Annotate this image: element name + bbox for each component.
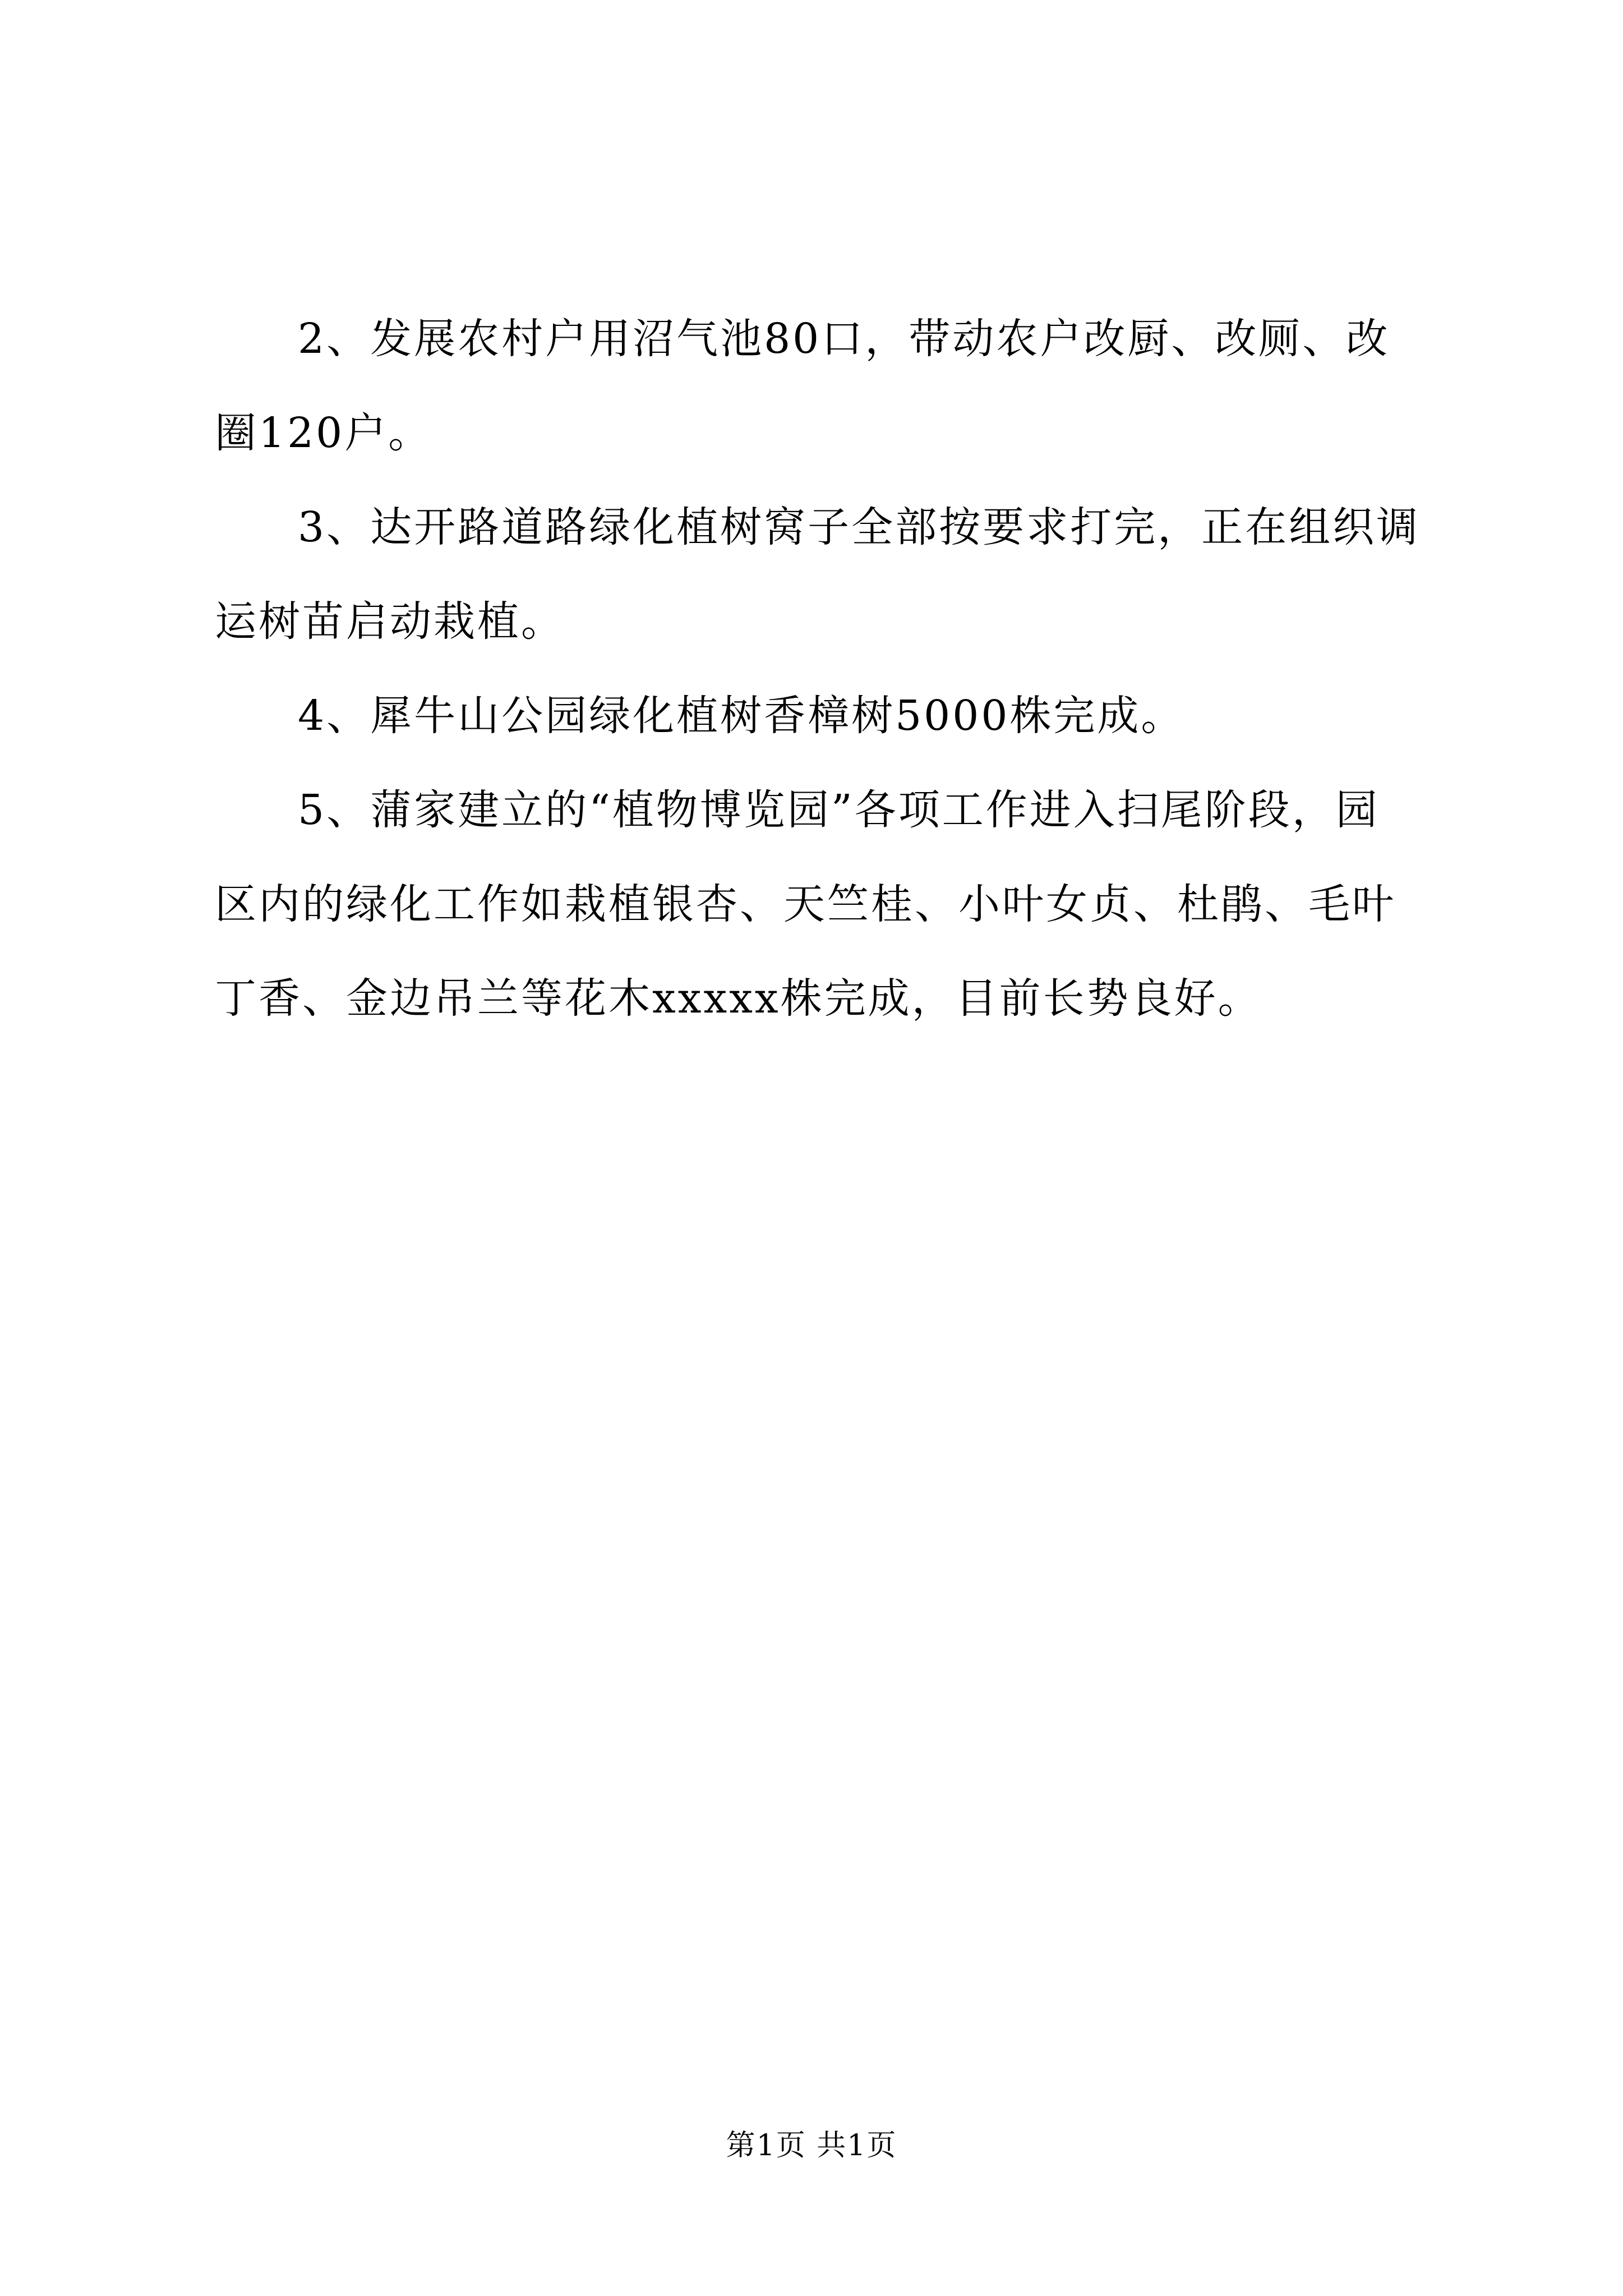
document-body: [215, 292, 1421, 1046]
paragraph-biogas: 2、发展农村户用沼气池80口，带动农户改厨、改厕、改圈120户。: [215, 315, 1390, 457]
page-footer: 第1页 共1页: [726, 2129, 897, 2162]
paragraph-park-trees: 4、犀牛山公园绿化植树香樟树5000株完成。: [298, 692, 1185, 740]
paragraph-botanical-garden: 5、蒲家建立的“植物博览园”各项工作进入扫尾阶段，园区内的绿化工作如栽植银杏、天竺桂、小叶女贞、杜鹃、毛叶丁香、金边吊兰等花木xxxxx株完成，目前长势良好。: [215, 786, 1396, 1023]
paragraph-road-greening: 3、达开路道路绿化植树窝子全部按要求打完，正在组织调运树苗启动栽植。: [215, 503, 1421, 646]
